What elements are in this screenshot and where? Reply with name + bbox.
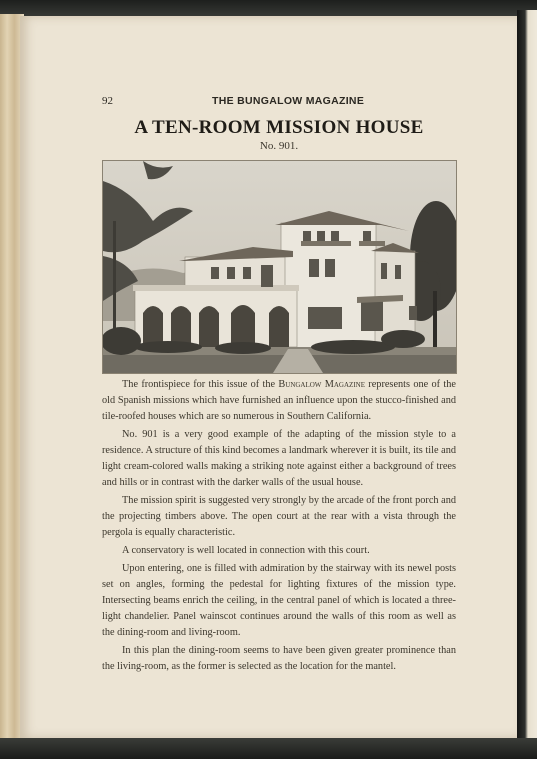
paragraph-5: Upon entering, one is filled with admiration by the stairway with its newel posts set on angles, forming the pedestal for lighting fixtures of the mission type. Intersecting beams enrich the ceiling, in the central panel of which is located a three-light chandelier. Panel wainscot continues around the walls of this room as well as the dining-room and living-room. xyxy=(102,563,456,638)
paragraph-1-text-b: represents one of the old Spanish missions which have furnished an influence upon the stucco-finished and tile-roofed houses which are so numerous in Southern California. xyxy=(102,379,456,422)
paragraph-1 xyxy=(102,377,456,425)
house-photograph xyxy=(102,160,457,374)
paragraph-6: In this plan the dining-room seems to have been given greater prominence than the living-room, as the former is selected as the location for the mantel. xyxy=(102,645,456,672)
paragraph-1-text-a: The frontispiece for this issue of the xyxy=(122,379,279,390)
plan-number: No. 901. xyxy=(259,140,299,152)
book-binding-bottom xyxy=(0,738,537,759)
running-head: THE BUNGALOW MAGAZINE xyxy=(212,95,365,107)
paragraph-2: No. 901 is a very good example of the adapting of the mission style to a residence. A structure of this kind becomes a landmark wherever it is built, its tile and light cream-colored walls making a striking note against either a background of trees and hills or in contrast with the darker walls of the usual house. xyxy=(102,429,456,488)
magazine-name: Bungalow Magazine xyxy=(278,379,365,390)
paragraph-3: The mission spirit is suggested very strongly by the arcade of the front porch and the projecting timbers above. The open court at the rear with a vista through the pergola is equally characteristic. xyxy=(102,495,457,538)
page-number: 92 xyxy=(102,95,113,107)
paragraph-4: A conservatory is well located in connection with this court. xyxy=(122,545,370,556)
page-header xyxy=(102,95,456,111)
article-title: A TEN-ROOM MISSION HOUSE xyxy=(134,117,424,138)
facing-page-edge xyxy=(517,10,537,740)
article-body xyxy=(102,377,456,677)
